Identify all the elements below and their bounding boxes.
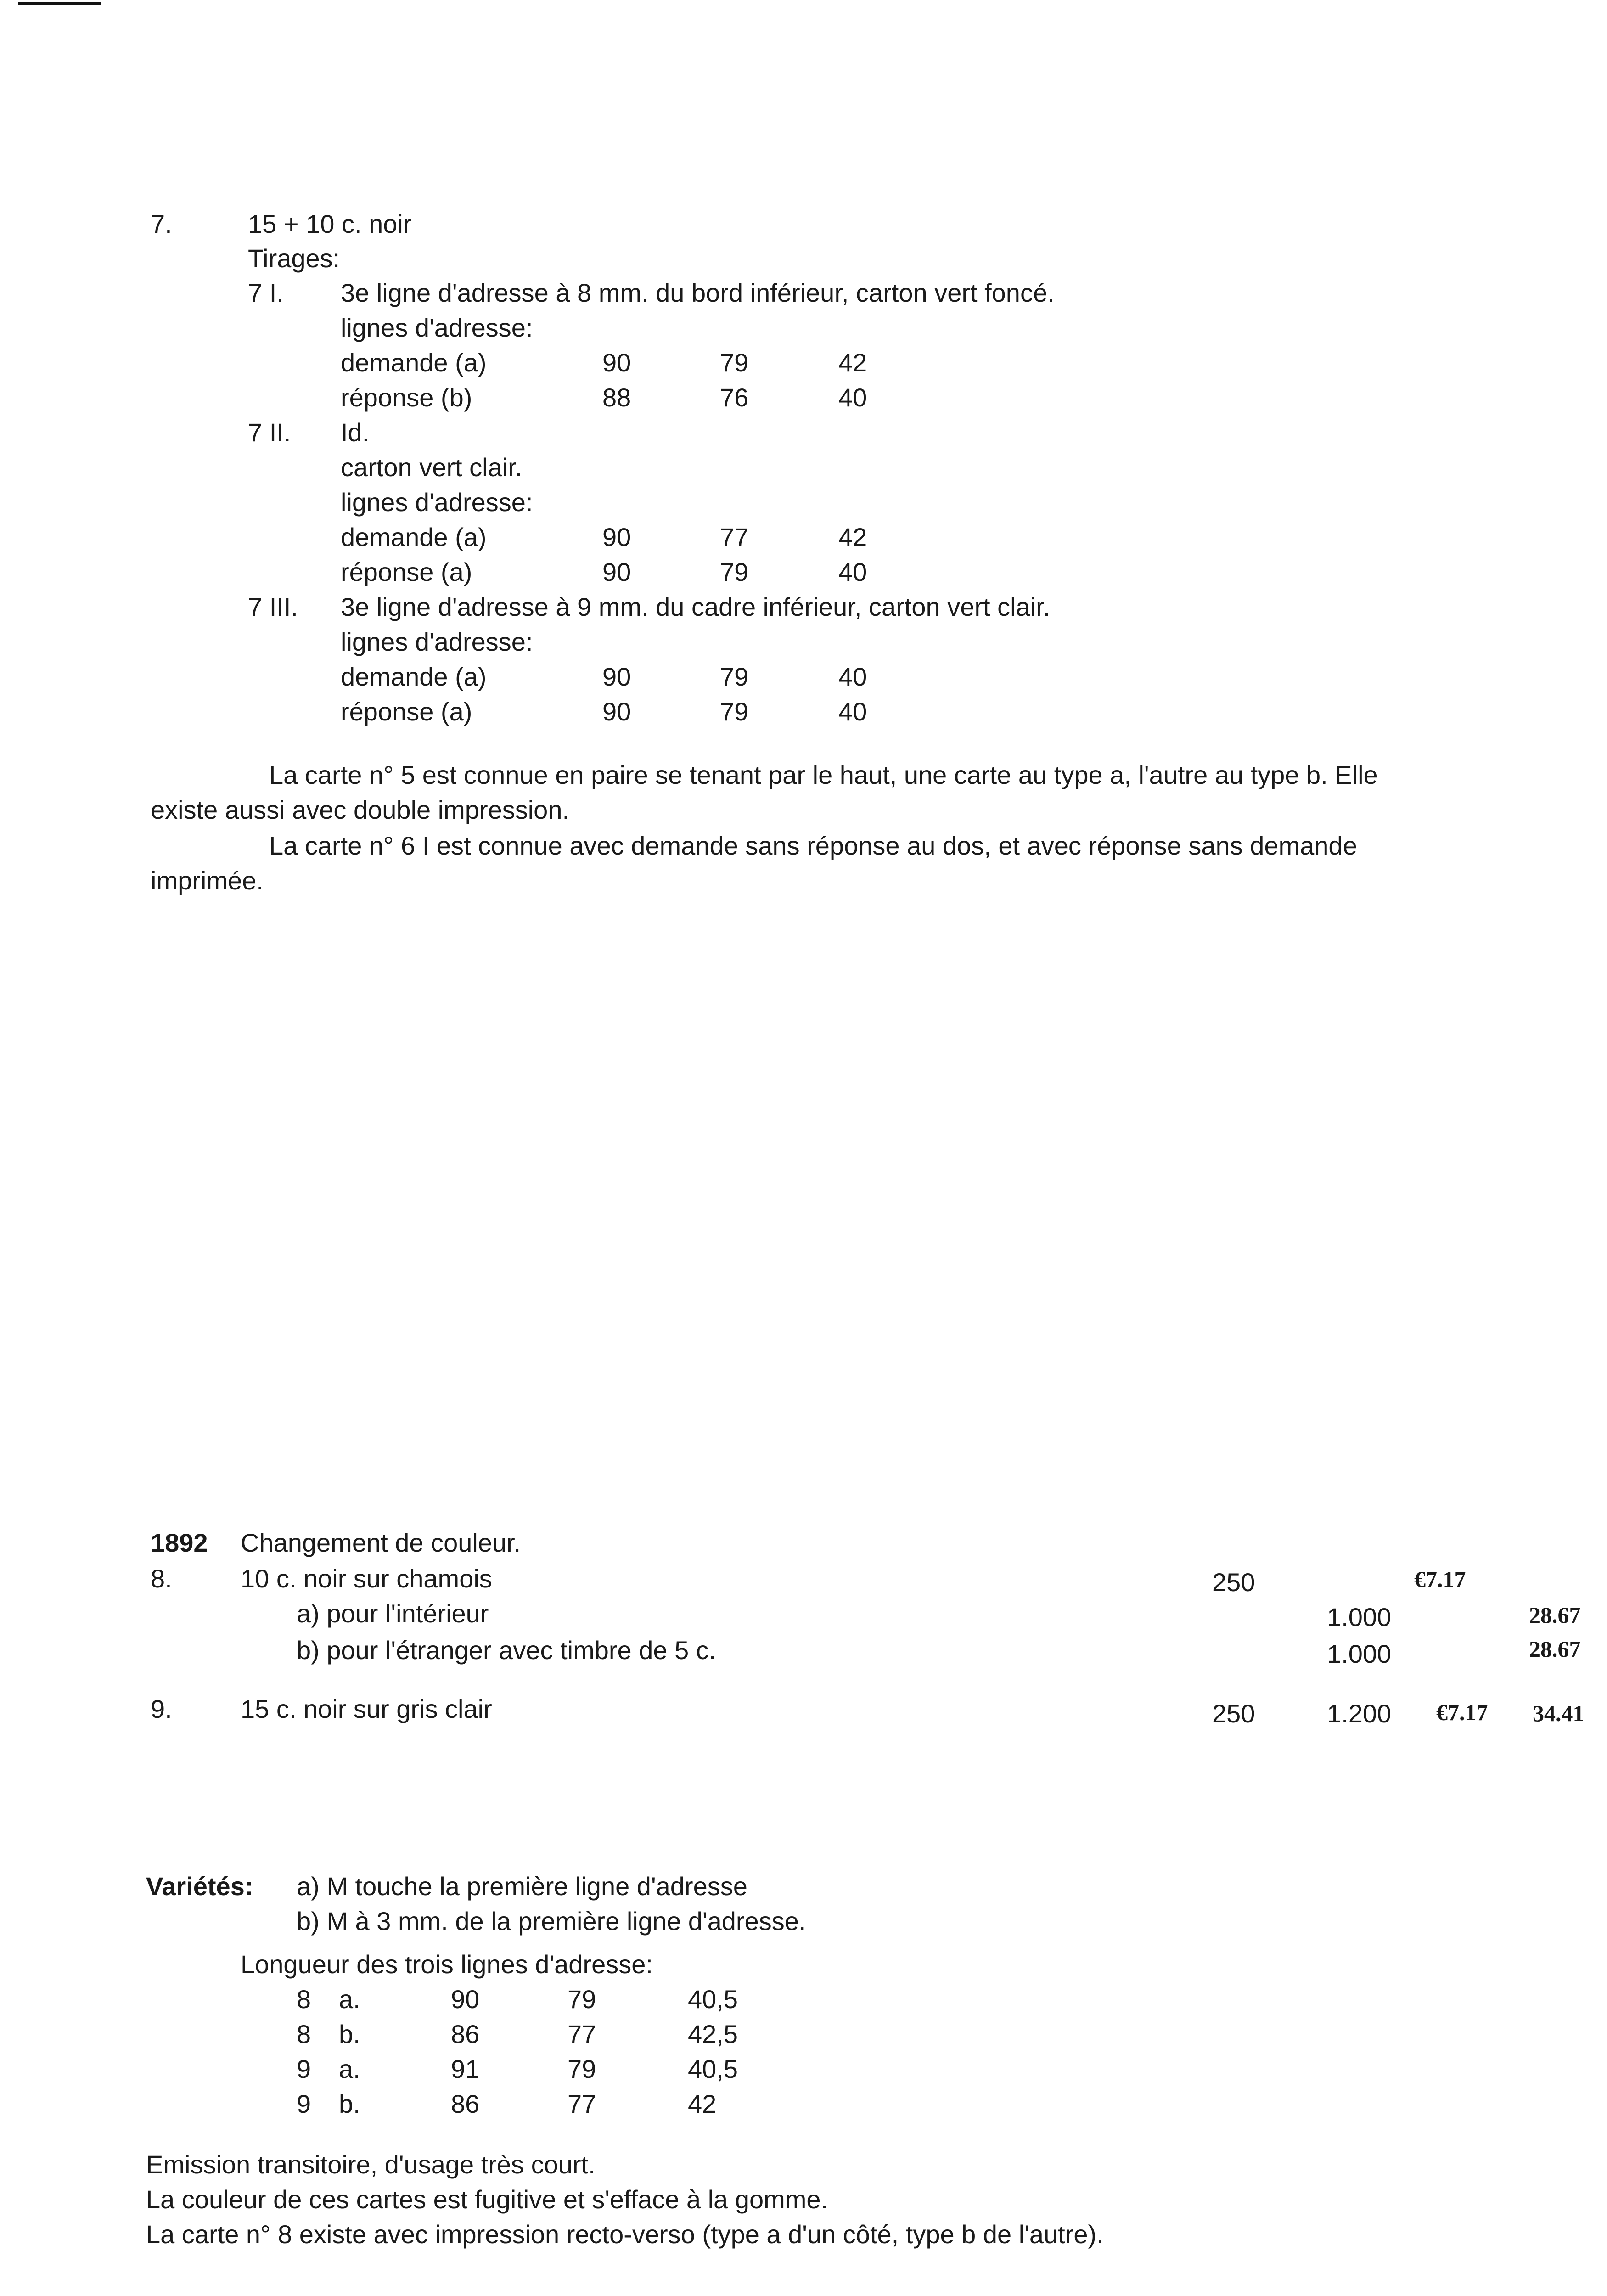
longueur-row-4-type: b. xyxy=(339,2089,360,2118)
longueur-row-2-v2: 77 xyxy=(568,2020,596,2048)
item-9-price-2: 34.41 xyxy=(1533,1700,1585,1726)
tirage-1-row-1-v1: 90 xyxy=(602,348,631,377)
item-9-quantity-2: 1.200 xyxy=(1327,1699,1392,1728)
longueur-row-2-num: 8 xyxy=(297,2020,311,2048)
item-8-title: 10 c. noir sur chamois xyxy=(241,1564,492,1593)
item-8a-price: 28.67 xyxy=(1529,1602,1581,1628)
note-paragraph-2: La carte n° 6 I est connue avec demande sans réponse au dos, et avec réponse sans demande imprimée. xyxy=(151,831,1357,895)
longueur-row-3-type: a. xyxy=(339,2054,360,2083)
longueur-row-1-type: a. xyxy=(339,1985,360,2014)
longueur-row-4-v2: 77 xyxy=(568,2089,596,2118)
item-8a-label: a) pour l'intérieur xyxy=(297,1599,489,1628)
variete-b: b) M à 3 mm. de la première ligne d'adresse. xyxy=(297,1907,806,1936)
longueur-row-3-v2: 79 xyxy=(568,2054,596,2083)
longueur-row-1-v3: 40,5 xyxy=(688,1985,738,2014)
item-8a-quantity: 1.000 xyxy=(1327,1603,1392,1632)
item-8b-label: b) pour l'étranger avec timbre de 5 c. xyxy=(297,1636,716,1665)
longueur-heading: Longueur des trois lignes d'adresse: xyxy=(241,1950,653,1979)
tirage-2-row-1-v2: 77 xyxy=(720,523,749,551)
tirage-2-row-1-v3: 42 xyxy=(838,523,867,551)
tirage-1-row-2-label: réponse (b) xyxy=(341,383,472,412)
tirage-2-number: 7 II. xyxy=(248,418,291,447)
item-9-quantity-1: 250 xyxy=(1212,1699,1255,1728)
longueur-row-4-v1: 86 xyxy=(451,2089,480,2118)
footer-note-3: La carte n° 8 existe avec impression recto-verso (type a d'un côté, type b de l'autre). xyxy=(146,2220,1104,2249)
tirage-2-row-2-v2: 79 xyxy=(720,557,749,586)
tirage-3-row-2-v3: 40 xyxy=(838,697,867,726)
longueur-row-1-v2: 79 xyxy=(568,1985,596,2014)
tirage-3-row-1-label: demande (a) xyxy=(341,662,487,691)
item-9-number: 9. xyxy=(151,1694,172,1723)
tirage-1-number: 7 I. xyxy=(248,278,284,307)
item-8-quantity: 250 xyxy=(1212,1568,1255,1597)
tirage-1-row-2-v1: 88 xyxy=(602,383,631,412)
tirages-heading: Tirages: xyxy=(248,244,340,273)
longueur-row-3-v3: 40,5 xyxy=(688,2054,738,2083)
longueur-row-2-type: b. xyxy=(339,2020,360,2048)
longueur-row-2-v3: 42,5 xyxy=(688,2020,738,2048)
tirage-2-description: Id. xyxy=(341,418,370,447)
item-8-price: €7.17 xyxy=(1414,1566,1466,1592)
longueur-row-4-v3: 42 xyxy=(688,2089,717,2118)
tirage-1-row-1-v2: 79 xyxy=(720,348,749,377)
year-1892: 1892 xyxy=(151,1528,208,1557)
tirage-3-row-2-v1: 90 xyxy=(602,697,631,726)
item-8-number: 8. xyxy=(151,1564,172,1593)
scan-edge-mark xyxy=(18,2,101,5)
tirage-2-row-1-v1: 90 xyxy=(602,523,631,551)
footer-note-1: Emission transitoire, d'usage très court. xyxy=(146,2150,596,2179)
tirage-2-row-1-label: demande (a) xyxy=(341,523,487,551)
tirage-3-row-2-v2: 79 xyxy=(720,697,749,726)
variete-a: a) M touche la première ligne d'adresse xyxy=(297,1872,747,1901)
longueur-row-2-v1: 86 xyxy=(451,2020,480,2048)
tirage-1-row-2-v3: 40 xyxy=(838,383,867,412)
tirage-3-lignes-label: lignes d'adresse: xyxy=(341,627,533,656)
tirage-1-description: 3e ligne d'adresse à 8 mm. du bord inférieur, carton vert foncé. xyxy=(341,278,1055,307)
tirage-1-row-1-label: demande (a) xyxy=(341,348,487,377)
tirage-3-row-1-v2: 79 xyxy=(720,662,749,691)
tirage-3-row-1-v3: 40 xyxy=(838,662,867,691)
longueur-row-4-num: 9 xyxy=(297,2089,311,2118)
varietes-label: Variétés: xyxy=(146,1872,253,1901)
tirage-2-row-2-v1: 90 xyxy=(602,557,631,586)
item-9-price-1: €7.17 xyxy=(1436,1699,1488,1725)
item-9-title: 15 c. noir sur gris clair xyxy=(241,1694,492,1723)
longueur-row-3-v1: 91 xyxy=(451,2054,480,2083)
footer-note-2: La couleur de ces cartes est fugitive et s'efface à la gomme. xyxy=(146,2185,828,2214)
tirage-2-row-2-v3: 40 xyxy=(838,557,867,586)
tirage-1-lignes-label: lignes d'adresse: xyxy=(341,313,533,342)
tirage-2-description-2: carton vert clair. xyxy=(341,453,523,482)
item-7-title: 15 + 10 c. noir xyxy=(248,209,412,238)
tirage-3-row-2-label: réponse (a) xyxy=(341,697,472,726)
note-paragraph-1: La carte n° 5 est connue en paire se tenant par le haut, une carte au type a, l'autre au type b. Elle existe aussi avec double impression. xyxy=(151,760,1378,824)
tirage-2-lignes-label: lignes d'adresse: xyxy=(341,488,533,517)
longueur-row-1-v1: 90 xyxy=(451,1985,480,2014)
tirage-1-row-1-v3: 42 xyxy=(838,348,867,377)
longueur-row-3-num: 9 xyxy=(297,2054,311,2083)
tirage-3-description: 3e ligne d'adresse à 9 mm. du cadre inférieur, carton vert clair. xyxy=(341,592,1051,621)
section-1892-title: Changement de couleur. xyxy=(241,1528,521,1557)
item-8b-price: 28.67 xyxy=(1529,1636,1581,1662)
tirage-3-row-1-v1: 90 xyxy=(602,662,631,691)
tirage-3-number: 7 III. xyxy=(248,592,298,621)
item-7-number: 7. xyxy=(151,209,172,238)
tirage-2-row-2-label: réponse (a) xyxy=(341,557,472,586)
tirage-1-row-2-v2: 76 xyxy=(720,383,749,412)
longueur-row-1-num: 8 xyxy=(297,1985,311,2014)
item-8b-quantity: 1.000 xyxy=(1327,1639,1392,1668)
